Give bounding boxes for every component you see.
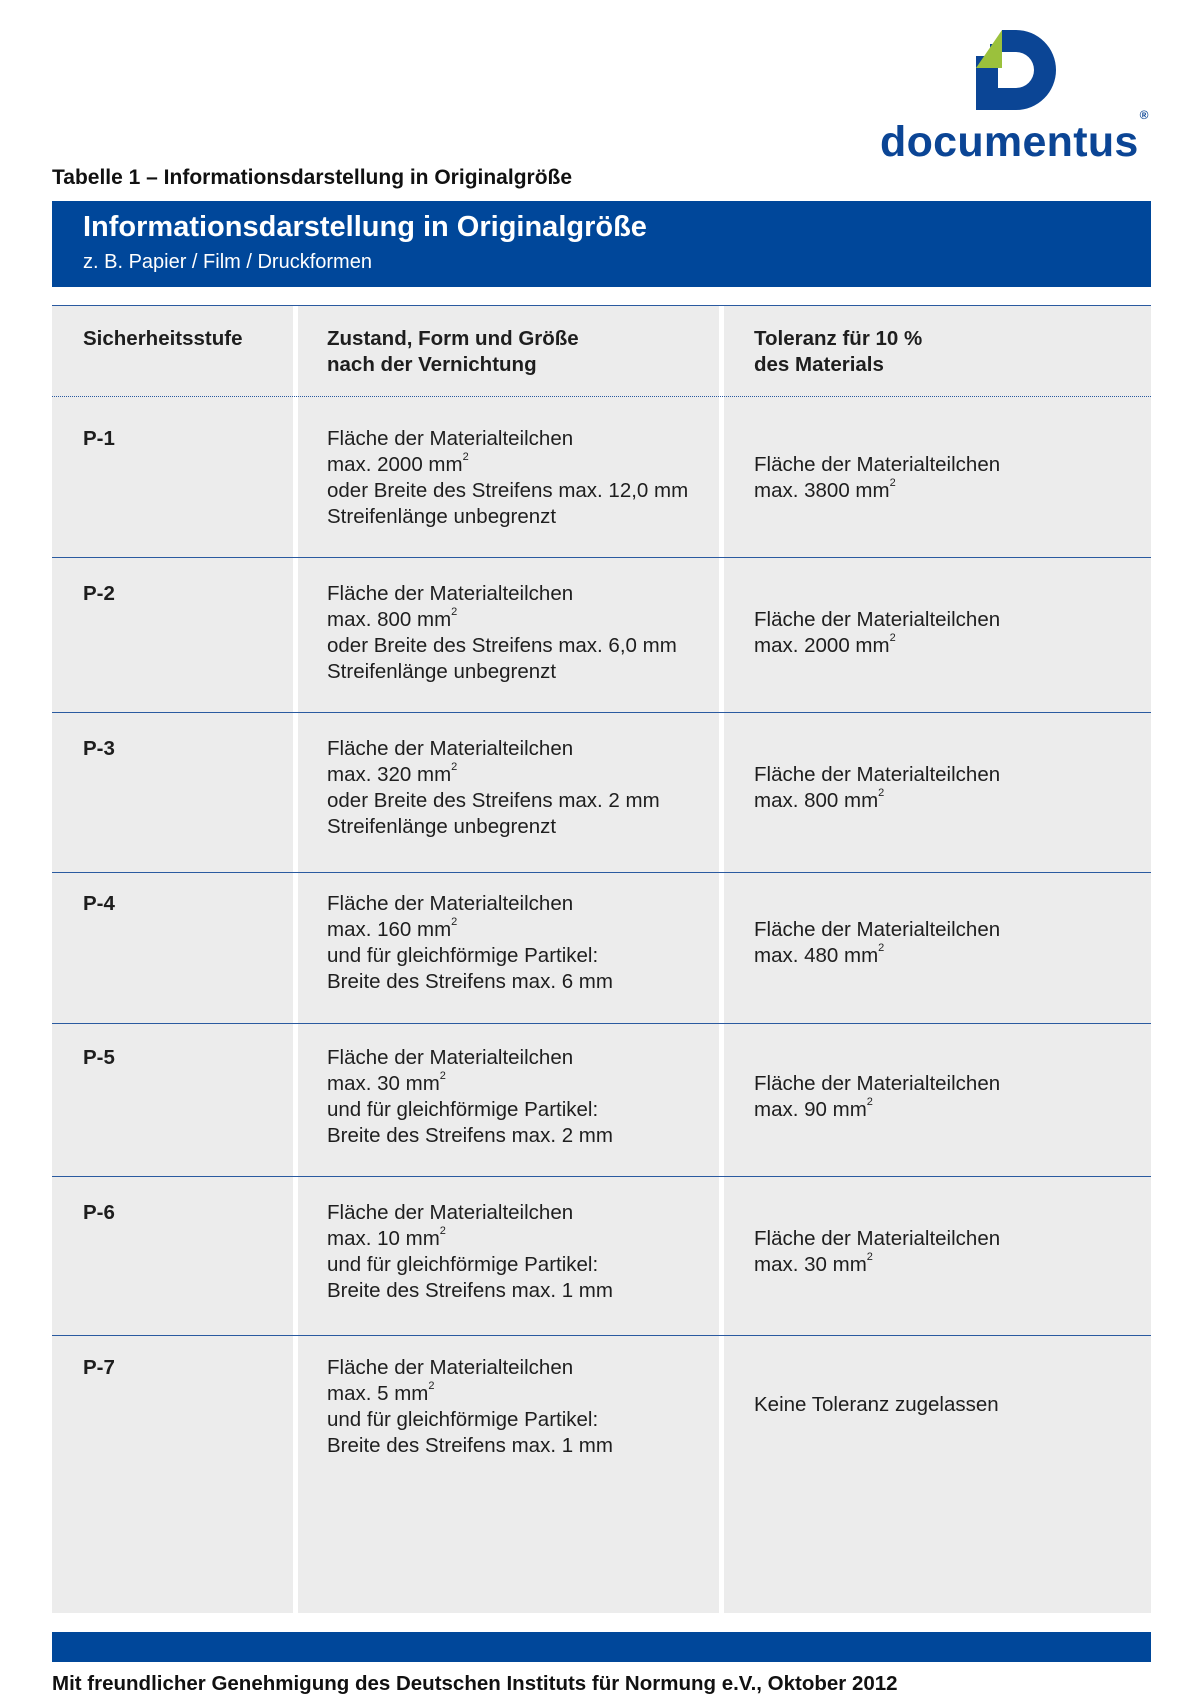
row-state: Fläche der Materialteilchen max. 30 $mm^2$ und für gleichförmige Partikel: Breite des Streifens max. 2 mm [327, 1046, 613, 1147]
row-tolerance: Fläche der Materialteilchen max. 800 $mm^2$ [754, 763, 1001, 812]
row-tolerance: Keine Toleranz zugelassen [754, 1393, 999, 1416]
footer-bar [52, 1632, 1151, 1662]
row-tolerance: Fläche der Materialteilchen max. 2000 $mm^2$ [754, 608, 1001, 657]
row-level: P-7 [83, 1356, 115, 1379]
row-state: Fläche der Materialteilchen max. 160 $mm^2$ und für gleichförmige Partikel: Breite des Streifens max. 6 mm [327, 892, 613, 993]
table-banner [52, 201, 1151, 287]
row-level: P-3 [83, 737, 115, 760]
column-bg-level [52, 305, 293, 1613]
row-divider [52, 712, 1151, 713]
row-state: Fläche der Materialteilchen max. 320 $mm^2$ oder Breite des Streifens max. 2 mm Streifenlänge unbegrenzt [327, 737, 660, 838]
header-state: Zustand, Form und Größe nach der Vernichtung [327, 327, 579, 376]
table-top-rule [52, 305, 1151, 306]
row-level: P-4 [83, 892, 115, 915]
row-divider [52, 1335, 1151, 1336]
row-divider [52, 1023, 1151, 1024]
row-level: P-1 [83, 427, 115, 450]
row-state: Fläche der Materialteilchen max. 2000 $mm^2$ oder Breite des Streifens max. 12,0 mm Streifenlänge unbegrenzt [327, 427, 689, 528]
row-tolerance: Fläche der Materialteilchen max. 3800 $mm^2$ [754, 453, 1001, 502]
banner-subtitle: z. B. Papier / Film / Druckformen [83, 251, 372, 273]
table-caption: Tabelle 1 – Informationsdarstellung in Originalgröße [52, 166, 573, 189]
row-tolerance: Fläche der Materialteilchen max. 30 $mm^2$ [754, 1227, 1001, 1276]
documentus-logo-mark-icon [976, 30, 1056, 110]
logo-wordmark: documentus® [880, 107, 1149, 166]
row-divider [52, 557, 1151, 558]
row-state: Fläche der Materialteilchen max. 10 $mm^2$ und für gleichförmige Partikel: Breite des Streifens max. 1 mm [327, 1201, 613, 1302]
header-tolerance: Toleranz für 10 % des Materials [754, 327, 923, 376]
row-divider [52, 1176, 1151, 1177]
row-state: Fläche der Materialteilchen max. 5 $mm^2$ und für gleichförmige Partikel: Breite des Streifens max. 1 mm [327, 1356, 613, 1457]
row-divider [52, 872, 1151, 873]
header-divider [52, 396, 1151, 397]
documentus-logo [880, 30, 1170, 165]
row-tolerance: Fläche der Materialteilchen max. 480 $mm^2$ [754, 918, 1001, 967]
row-level: P-5 [83, 1046, 115, 1069]
banner-title: Informationsdarstellung in Originalgröße [83, 211, 647, 243]
row-level: P-2 [83, 582, 115, 605]
footer-credit: Mit freundlicher Genehmigung des Deutschen Instituts für Normung e.V., Oktober 2012 [52, 1672, 898, 1695]
row-state: Fläche der Materialteilchen max. 800 $mm^2$ oder Breite des Streifens max. 6,0 mm Streifenlänge unbegrenzt [327, 582, 677, 683]
row-tolerance: Fläche der Materialteilchen max. 90 $mm^2$ [754, 1072, 1001, 1121]
row-level: P-6 [83, 1201, 115, 1224]
header-level: Sicherheitsstufe [83, 327, 243, 350]
